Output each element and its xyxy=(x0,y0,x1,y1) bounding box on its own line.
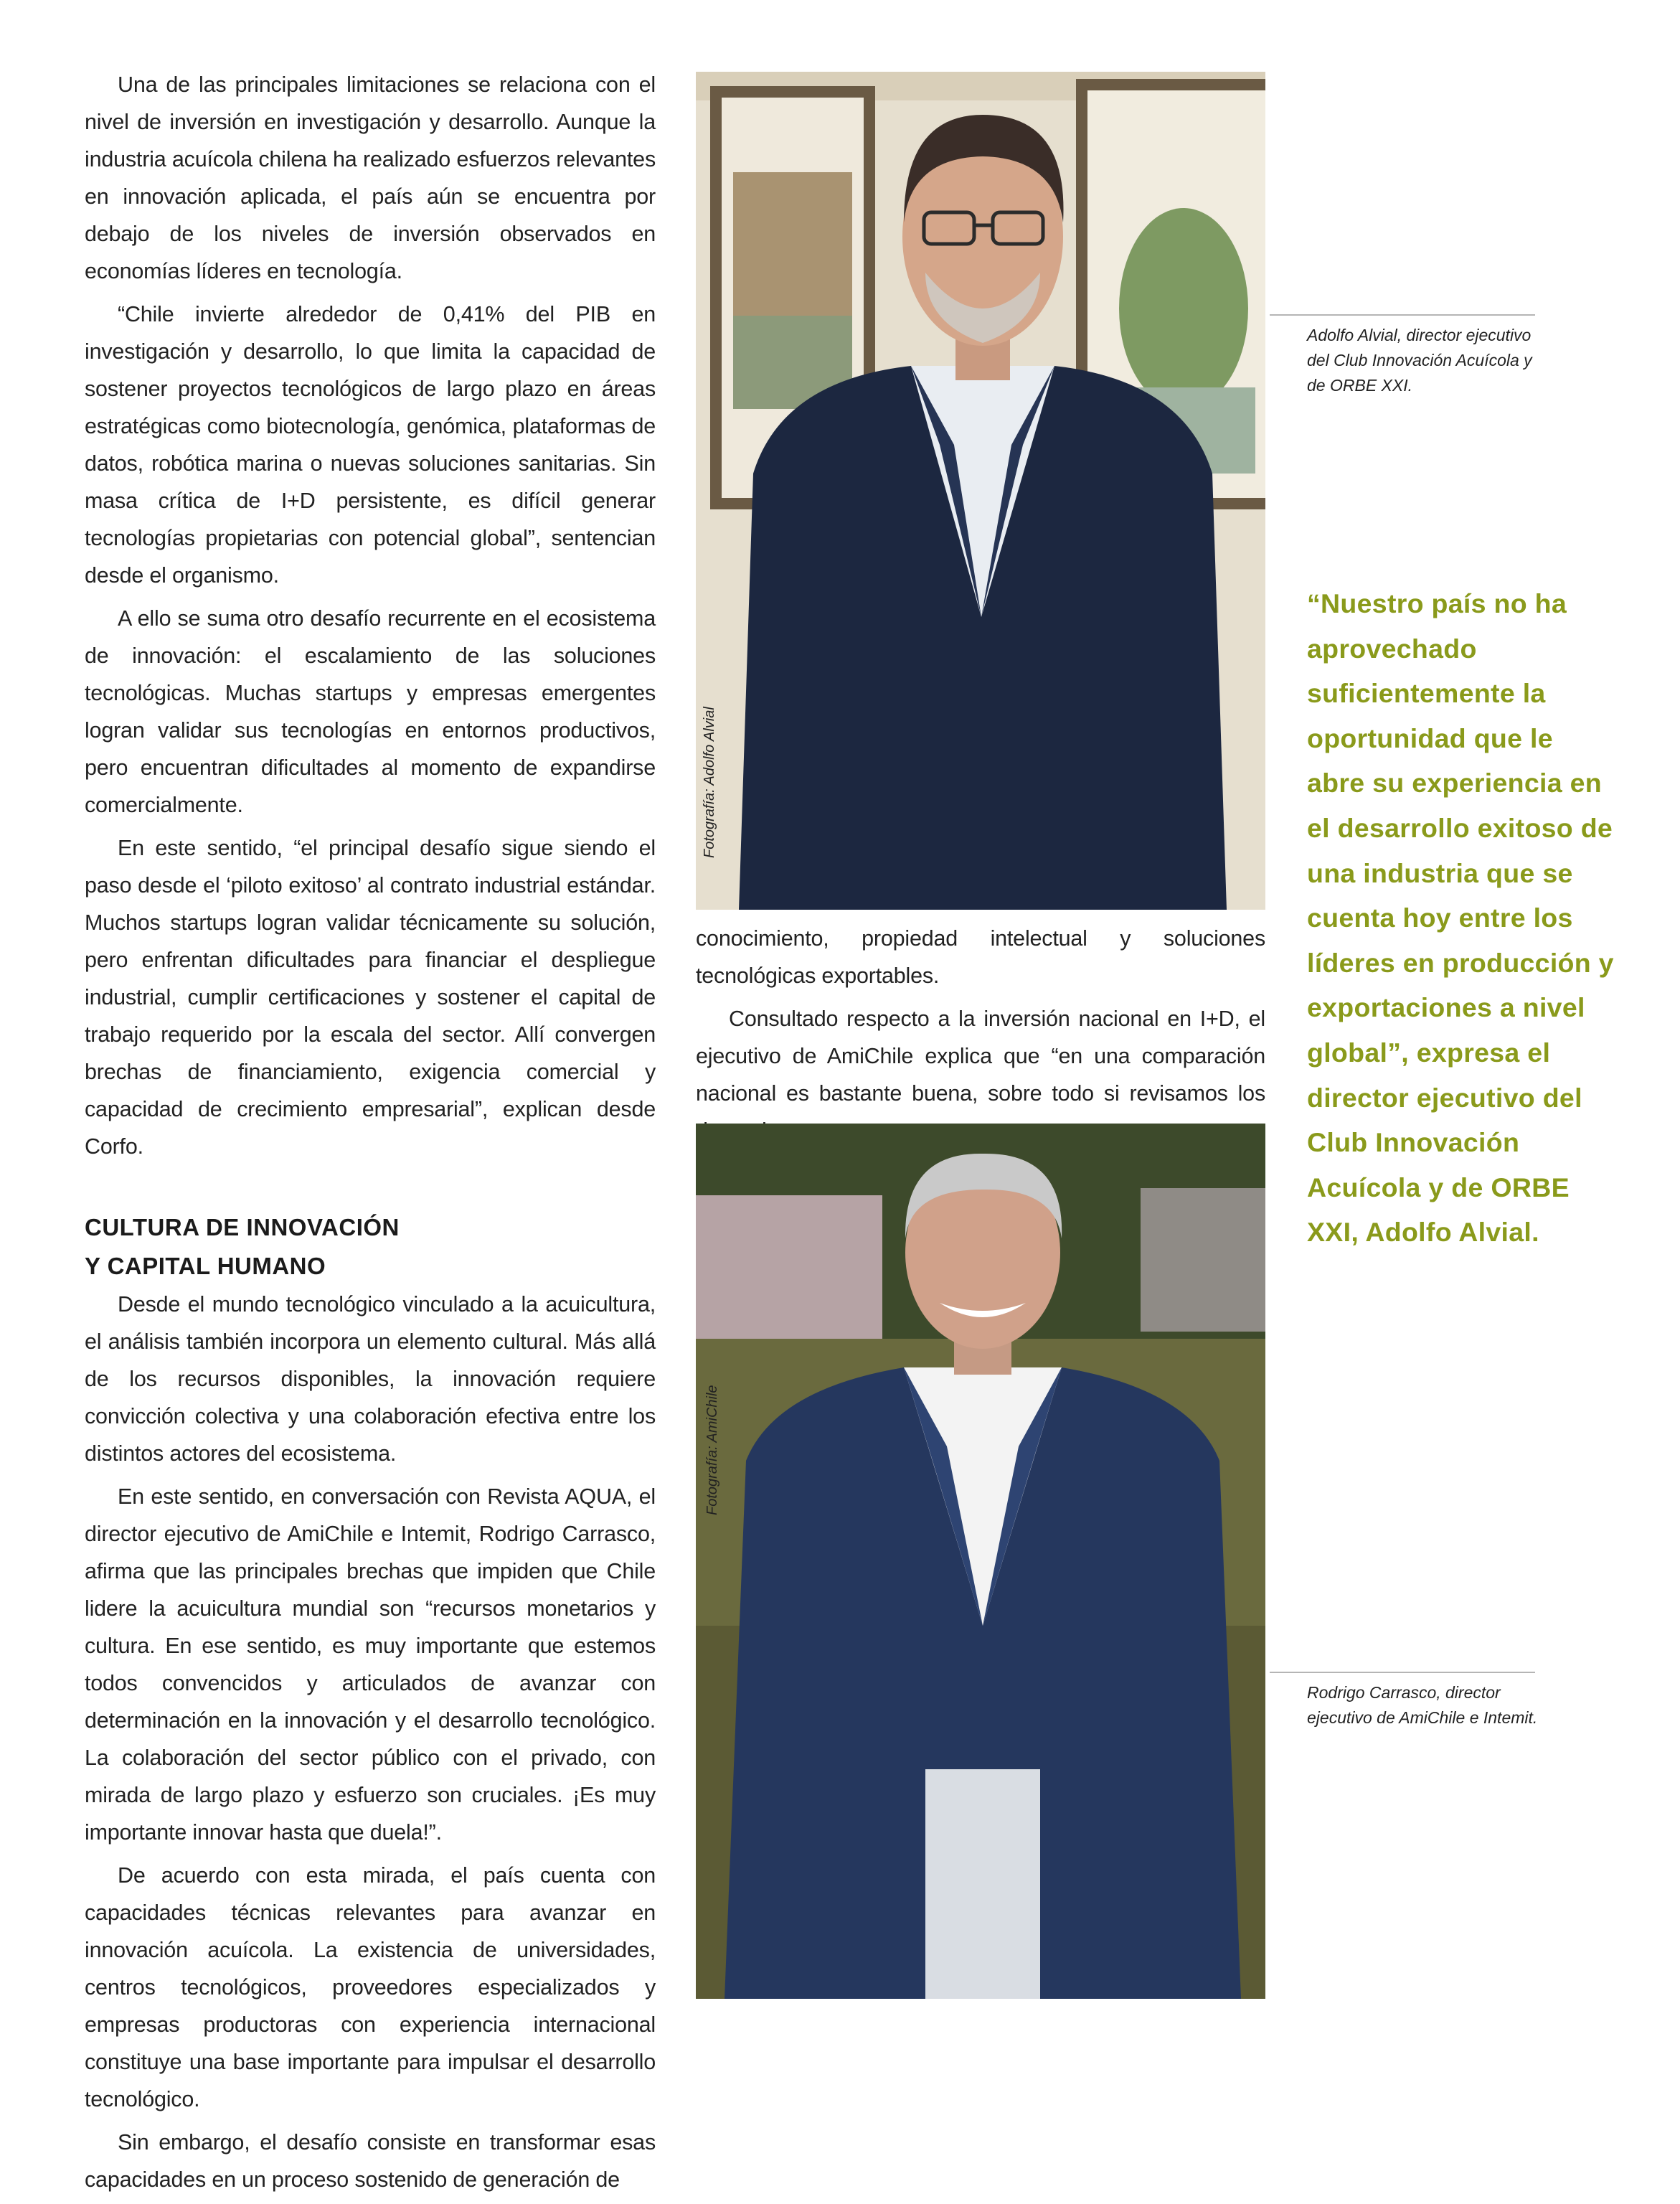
paragraph: “Chile invierte alrededor de 0,41% del PIB en investigación y desarrollo, lo que limita la capacidad de sostener proyectos tecnológicos de largo plazo en áreas estratégicas como biotecnología, genómica, plataformas de datos, robótica marina o nuevas soluciones sanitarias. Sin masa crítica de I+D persistente, es difícil generar tecnologías propietarias con potencial global”, sentencian desde el organismo. xyxy=(85,302,656,588)
caption-rule xyxy=(1270,1672,1535,1673)
paragraph: Desde el mundo tecnológico vinculado a la acuicultura, el análisis también incorpora un elemento cultural. Más allá de los recursos disponibles, la innovación requiere convicción colectiva y una colaboración efectiva entre los distintos actores del ecosistema. xyxy=(85,1292,656,1466)
section-heading-line-1: CULTURA DE INNOVACIÓN xyxy=(85,1214,400,1240)
paragraph: Sin embargo, el desafío consiste en transformar esas capacidades en un proceso sostenido de generación de xyxy=(85,2130,656,2192)
photo-rodrigo-carrasco xyxy=(696,1124,1265,1999)
paragraph: Una de las principales limitaciones se relaciona con el nivel de inversión en investigación y desarrollo. Aunque la industria acuícola chilena ha realizado esfuerzos relevantes en innovación aplicada, el país aún se encuentra por debajo de los niveles de inversión observados en economías líderes en tecnología. xyxy=(85,72,656,283)
photo-caption: Rodrigo Carrasco, director ejecutivo de AmiChile e Intemit. xyxy=(1307,1683,1538,1727)
paragraph: A ello se suma otro desafío recurrente en el ecosistema de innovación: el escalamiento de las soluciones tecnológicas. Muchas startups y empresas emergentes logran validar sus tecnologías en entornos productivos, pero encuentran dificultades al momento de expandirse comercialmente. xyxy=(85,606,656,817)
paragraph: De acuerdo con esta mirada, el país cuenta con capacidades técnicas relevantes para avanzar en innovación acuícola. La existencia de universidades, centros tecnológicos, proveedores especializados y empresas productoras con experiencia internacional constituye una base importante para impulsar el desarrollo tecnológico. xyxy=(85,1863,656,2111)
photo-credit: Fotografía: AmiChile xyxy=(704,1385,720,1515)
paragraph: En este sentido, “el principal desafío sigue siendo el paso desde el ‘piloto exitoso’ al contrato industrial estándar. Muchos startups logran validar técnicamente su solución, pero enfrentan dificultades para financiar el despliegue industrial, cumplir certificaciones y sostener el capital de trabajo requerido por la escala del sector. Allí convergen brechas de financiamiento, exigencia comercial y capacidad de crecimiento empresarial”, explican desde Corfo. xyxy=(85,836,656,1159)
paragraph: En este sentido, en conversación con Revista AQUA, el director ejecutivo de AmiChile e Intemit, Rodrigo Carrasco, afirma que las principales brechas que impiden que Chile lidere la acuicultura mundial son “recursos monetarios y cultura. En ese sentido, es muy importante que estemos todos convencidos y articulados de avanzar con determinación en la innovación y el desarrollo tecnológico. La colaboración del sector público con el privado, con mirada de largo plazo y esfuerzo son cruciales. ¡Es muy importante innovar hasta que duela!”. xyxy=(85,1484,656,1845)
pull-quote: “Nuestro país no ha aprovechado suficientemente la oportunidad que le abre su experiencia en el desarrollo exitoso de una industria que se cuenta hoy entre los líderes en producción y exportaciones a nivel global”, expresa el director ejecutivo del Club Innovación Acuícola y de ORBE XXI, Adolfo Alvial. xyxy=(1307,588,1614,1248)
article-column-middle xyxy=(696,920,1265,1155)
photo-credit: Fotografía: Adolfo Alvial xyxy=(702,707,717,858)
photo-adolfo-alvial xyxy=(696,72,1265,910)
section-heading xyxy=(85,1208,656,1286)
caption-rule xyxy=(1270,314,1535,316)
paragraph: conocimiento, propiedad intelectual y soluciones tecnológicas exportables. xyxy=(696,926,1265,988)
article-column-left xyxy=(85,66,656,2204)
photo-caption: Adolfo Alvial, director ejecutivo del Club Innovación Acuícola y de ORBE XXI. xyxy=(1307,326,1532,395)
section-heading-line-2: Y CAPITAL HUMANO xyxy=(85,1253,326,1279)
paragraph: Consultado respecto a la inversión nacional en I+D, el ejecutivo de AmiChile explica que “en una comparación nacional es bastante buena, sobre todo si revisamos los xyxy=(696,1007,1265,1106)
